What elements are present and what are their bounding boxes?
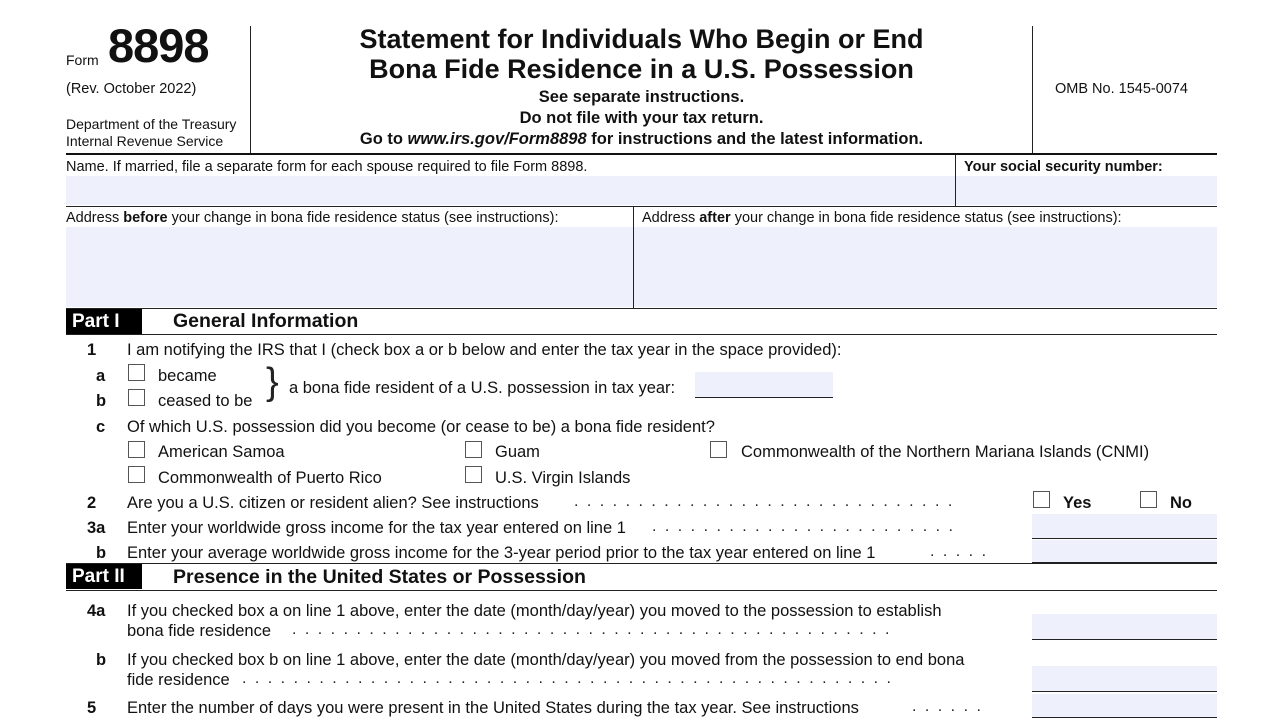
address-before-label: Address before your change in bona fide residence status (see instructions): [66,210,559,226]
citizen-yes-label: Yes [1063,494,1092,512]
puerto-rico-checkbox[interactable] [128,466,145,483]
average-income-input[interactable] [1032,540,1217,563]
cnmi-label: Commonwealth of the Northern Mariana Islands (CNMI) [741,443,1150,461]
part2-label: Part II [66,564,142,589]
identity-rule [66,206,1217,207]
worldwide-income-input[interactable] [1032,514,1217,539]
usvi-checkbox[interactable] [465,466,482,483]
part1-label: Part I [66,309,142,334]
line-4a-leader: . . . . . . . . . . . . . . . . . . . . . . . . . . . . . . . . . . . . . . . . . . . . . . . [292,621,892,638]
department-line: Department of the Treasury [66,116,237,132]
title-line-1: Statement for Individuals Who Begin or End [359,24,924,54]
website-prefix: Go to [359,130,408,148]
line-4b-leader: . . . . . . . . . . . . . . . . . . . . . . . . . . . . . . . . . . . . . . . . . . . . . . . . . . . [242,670,893,687]
address-after-input[interactable] [634,227,1217,307]
line-2-number: 2 [87,494,97,512]
tax-year-input[interactable] [695,372,833,398]
american-samoa-checkbox[interactable] [128,441,145,458]
website-suffix: for instructions and the latest information. [586,130,924,148]
ssn-input[interactable] [956,176,1217,205]
guam-label: Guam [495,443,540,461]
line-1c-letter: c [96,418,106,436]
subtitle-website [251,129,1032,150]
address-before-input[interactable] [66,227,633,307]
website-link[interactable]: www.irs.gov/Form8898 [407,130,587,148]
line-1c-text: Of which U.S. possession did you become (or cease to be) a bona fide resident? [127,418,715,436]
tax-year-prompt: a bona fide resident of a U.S. possession in tax year: [289,379,676,397]
became-checkbox[interactable] [128,364,145,381]
line-4a-text-1: If you checked box a on line 1 above, enter the date (month/day/year) you moved to the possession to establish [127,602,942,620]
ssn-label: Your social security number: [964,159,1163,175]
form-title [251,24,1032,150]
line-2-text: Are you a U.S. citizen or resident alien? See instructions [127,494,539,512]
form-number: 8898 [108,19,209,72]
line-3a-text: Enter your worldwide gross income for the tax year entered on line 1 [127,519,626,537]
became-label: became [158,367,217,385]
ceased-checkbox[interactable] [128,389,145,406]
cnmi-checkbox[interactable] [710,441,727,458]
address-after-label: Address after your change in bona fide residence status (see instructions): [642,210,1122,226]
omb-number: OMB No. 1545-0074 [1055,81,1188,97]
line-1-number: 1 [87,341,97,359]
header-rule [66,153,1217,155]
line-4b-letter: b [96,651,107,669]
part1-rule [66,334,1217,335]
header-divider-right [1032,26,1033,154]
name-label: Name. If married, file a separate form for each spouse required to file Form 8898. [66,159,588,175]
citizen-yes-checkbox[interactable] [1033,491,1050,508]
line-5-leader: . . . . . . [912,698,983,715]
line-3b-letter: b [96,544,107,562]
line-5-number: 5 [87,699,97,717]
line-1a-letter: a [96,367,106,385]
title-line-2: Bona Fide Residence in a U.S. Possession [369,54,914,84]
form-word: Form [66,52,99,68]
move-to-date-input[interactable] [1032,614,1217,640]
guam-checkbox[interactable] [465,441,482,458]
name-input[interactable] [66,176,955,205]
brace-glyph: } [266,361,279,403]
subtitle-do-not-file: Do not file with your tax return. [519,109,764,127]
line-1-text: I am notifying the IRS that I (check box a or b below and enter the tax year in the space provided): [127,341,842,359]
citizen-no-label: No [1170,494,1192,512]
revision-date: (Rev. October 2022) [66,81,197,97]
part2-title: Presence in the United States or Possession [173,566,586,588]
move-from-date-input[interactable] [1032,666,1217,692]
line-2-leader: . . . . . . . . . . . . . . . . . . . . . . . . . . . . . . [574,493,955,510]
line-3a-leader: . . . . . . . . . . . . . . . . . . . . . . . . [652,518,955,535]
ceased-label: ceased to be [158,392,253,410]
part2-rule [66,590,1217,591]
line-4a-number: 4a [87,602,106,620]
line-5-text: Enter the number of days you were present in the United States during the tax year. See instructions [127,699,859,717]
puerto-rico-label: Commonwealth of Puerto Rico [158,469,382,487]
line-3b-leader: . . . . . [930,543,989,560]
line-1b-letter: b [96,392,107,410]
citizen-no-checkbox[interactable] [1140,491,1157,508]
line-4a-text-2: bona fide residence [127,622,272,640]
line-4b-text-1: If you checked box b on line 1 above, enter the date (month/day/year) you moved from the possession to end bona [127,651,965,669]
line-3b-text: Enter your average worldwide gross income for the 3-year period prior to the tax year entered on line 1 [127,544,876,562]
line-4b-text-2: fide residence [127,671,230,689]
line-3a-number: 3a [87,519,106,537]
usvi-label: U.S. Virgin Islands [495,469,631,487]
subtitle-instructions: See separate instructions. [538,88,745,106]
part1-title: General Information [173,310,359,332]
american-samoa-label: American Samoa [158,443,285,461]
agency-line: Internal Revenue Service [66,133,224,149]
days-present-input[interactable] [1032,694,1217,718]
